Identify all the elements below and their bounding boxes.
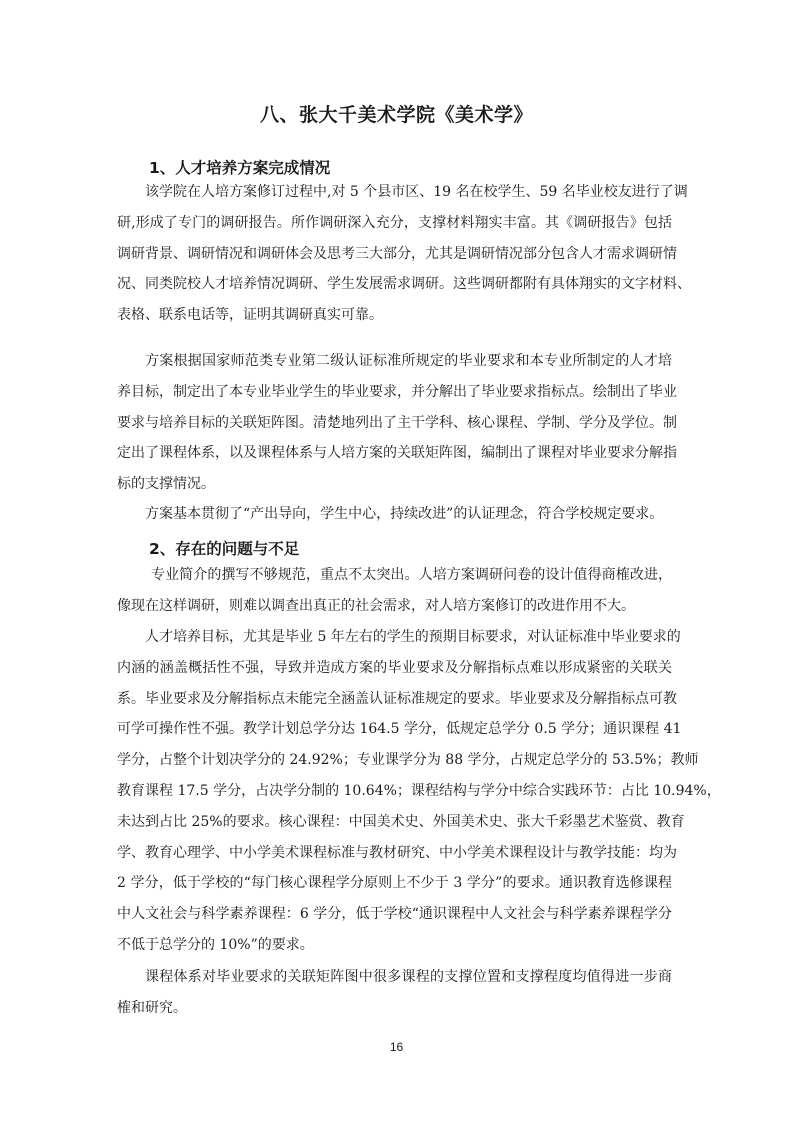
text-line: 要求与培养目标的关联矩阵图。清楚地列出了主干学科、核心课程、学制、学分及学位。制 <box>117 414 677 431</box>
text-line: 榷和研究。 <box>117 999 187 1016</box>
page-title: 八、张大千美术学院《美术学》 <box>259 104 533 126</box>
text-line: 学分，占整个计划决学分的 24.92%；专业课学分为 88 学分，占规定总学分的 53.5%；教师 <box>117 752 699 769</box>
section-1-heading: 1、人才培养方案完成情况 <box>149 159 331 177</box>
text-line: 养目标，制定出了本专业毕业学生的毕业要求，并分解出了毕业要求指标点。绘制出了毕业 <box>117 383 677 400</box>
section-1-paragraph-1 <box>117 177 691 331</box>
text-line: 调研背景、调研情况和调研体会及思考三大部分，尤其是调研情况部分包含人才需求调研情 <box>117 245 677 262</box>
text-line: 中人文社会与科学素养课程：6 学分，低于学校“通识课程中人文社会与科学素养课程学分 <box>117 906 672 923</box>
section-2-paragraph-3 <box>117 962 672 1024</box>
text-line: 表格、联系电话等，证明其调研真实可靠。 <box>117 307 383 324</box>
text-line: 可学可操作性不强。教学计划总学分达 164.5 学分，低规定总学分 0.5 学分；通识课程 41 <box>117 721 682 738</box>
text-line: 人才培养目标，尤其是毕业 5 年左右的学生的预期目标要求，对认证标准中毕业要求的 <box>145 629 681 645</box>
text-line: 系。毕业要求及分解指标点未能完全涵盖认证标准规定的要求。毕业要求及分解指标点可教 <box>117 690 677 707</box>
text-line: 研,形成了专门的调研报告。所作调研深入充分，支撑材料翔实丰富。其《调研报告》包括 <box>117 214 672 231</box>
section-2-heading: 2、存在的问题与不足 <box>149 540 300 558</box>
text-line: 方案基本贯彻了“产出导向，学生中心，持续改进”的认证理念，符合学校规定要求。 <box>145 506 664 522</box>
text-line: 2 学分，低于学校的“每门核心课程学分原则上不少于 3 学分”的要求。通识教育选修课程 <box>117 875 672 892</box>
text-line: 像现在这样调研，则难以调查出真正的社会需求，对人培方案修订的改进作用不大。 <box>117 597 635 614</box>
section-1-paragraph-2 <box>117 346 677 500</box>
text-line: 未达到占比 25%的要求。核心课程：中国美术史、外国美术史、张大千彩墨艺术鉴赏、教育 <box>117 813 685 830</box>
text-line: 课程体系对毕业要求的关联矩阵图中很多课程的支撑位置和支撑程度均值得进一步商 <box>145 969 672 985</box>
text-line: 不低于总学分的 10%”的要求。 <box>117 936 314 953</box>
text-line: 内涵的涵盖概括性不强，导致并造成方案的毕业要求及分解指标点难以形成紧密的关联关 <box>117 659 672 676</box>
text-line: 况、同类院校人才培养情况调研、学生发展需求调研。这些调研都附有具体翔实的文字材料、 <box>117 276 691 293</box>
section-2-paragraph-2 <box>117 622 721 961</box>
section-1-paragraph-3 <box>117 499 672 530</box>
text-line: 定出了课程体系，以及课程体系与人培方案的关联矩阵图，编制出了课程对毕业要求分解指 <box>117 445 677 462</box>
page-number: 16 <box>389 1040 404 1054</box>
text-line: 标的支撑情况。 <box>117 476 215 493</box>
text-line: 专业简介的撰写不够规范，重点不太突出。人培方案调研问卷的设计值得商榷改进， <box>151 567 672 583</box>
text-line: 该学院在人培方案修订过程中,对 5 个县市区、19 名在校学生、59 名毕业校友进行了调 <box>145 184 688 200</box>
text-line: 学、教育心理学、中小学美术课程标准与教材研究、中小学美术课程设计与教学技能：均为 <box>117 844 677 861</box>
section-2-paragraph-1 <box>117 560 672 622</box>
text-line: 教育课程 17.5 学分，占决学分制的 10.64%；课程结构与学分中综合实践环节：占比 10.94%， <box>117 782 721 799</box>
text-line: 方案根据国家师范类专业第二级认证标准所规定的毕业要求和本专业所制定的人才培 <box>145 353 672 369</box>
